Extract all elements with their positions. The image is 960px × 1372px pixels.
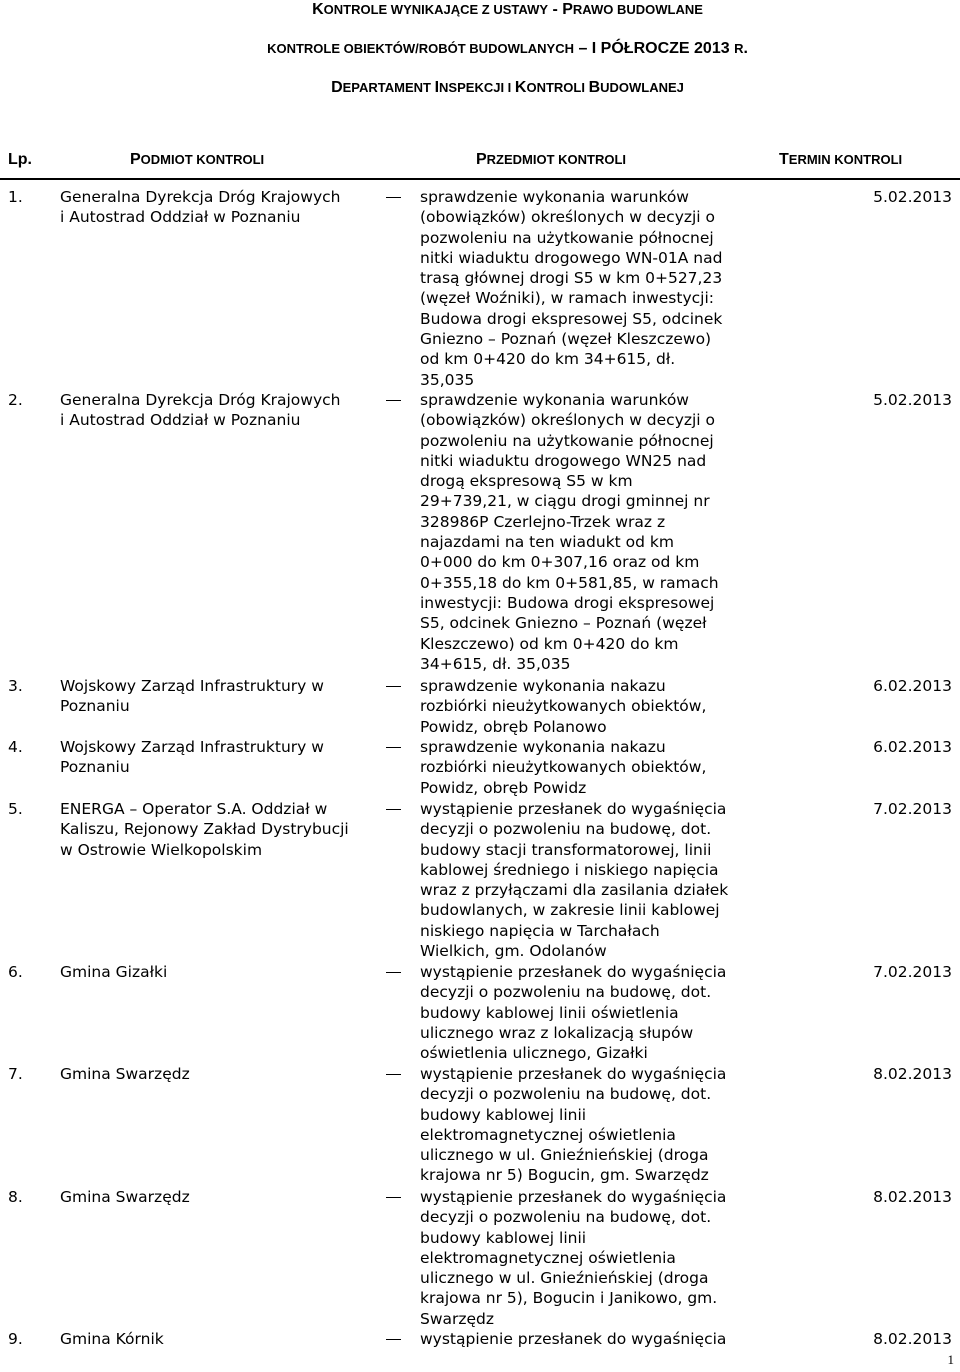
inspection-scope-line: decyzji o pozwoleniu na budowę, dot. (420, 1208, 712, 1227)
inspection-scope-line: Budowa drogi ekspresowej S5, odcinek (420, 309, 723, 328)
inspected-entity-line: w Ostrowie Wielkopolskim (60, 840, 263, 859)
inspection-date: 7.02.2013 (873, 963, 952, 981)
column-header-subject: PODMIOT KONTROLI (130, 151, 265, 168)
inspection-scope-line: nitki wiaduktu drogowego WN-01A nad (420, 248, 723, 267)
inspected-entity (60, 676, 380, 717)
inspection-scope-line: wraz z przyłączami dla zasilania działek (420, 881, 729, 900)
bullet-dash-icon (386, 972, 401, 973)
inspection-scope-line: drogą ekspresową S5 w km (420, 472, 633, 491)
inspection-scope (420, 676, 840, 737)
inspection-date: 6.02.2013 (873, 677, 952, 695)
inspected-entity-line: Gmina Gizałki (60, 963, 168, 981)
inspection-scope-line: Powidz, obręb Polanowo (420, 717, 607, 736)
inspection-scope-line: budowy kablowej linii (420, 1228, 587, 1247)
inspection-scope-line: Swarzędz (420, 1309, 495, 1328)
inspection-scope-line: nitki wiaduktu drogowego WN25 nad (420, 451, 707, 470)
inspected-entity (60, 390, 380, 431)
inspection-scope-line: budowy stacji transformatorowej, linii (420, 840, 712, 859)
row-number: 8. (8, 1188, 23, 1206)
inspection-scope-line: (obowiązków) określonych w decyzji o (420, 411, 716, 430)
row-number: 6. (8, 963, 23, 981)
column-header-scope: PRZEDMIOT KONTROLI (476, 151, 627, 168)
inspection-scope-line: (obowiązków) określonych w decyzji o (420, 208, 716, 227)
inspection-scope-line: wystąpienie przesłanek do wygaśnięcia (420, 1065, 727, 1083)
inspection-scope-line: kablowej średniego i niskiego napięcia (420, 860, 719, 879)
inspected-entity-line: i Autostrad Oddział w Poznaniu (60, 411, 301, 430)
inspection-scope-line: Gniezno – Poznań (węzeł Kleszczewo) (420, 330, 712, 349)
inspection-date: 6.02.2013 (873, 738, 952, 756)
inspection-scope-line: 29+739,21, w ciągu drogi gminnej nr (420, 492, 710, 511)
inspected-entity-line: Poznaniu (60, 758, 130, 777)
row-number: 2. (8, 391, 23, 409)
inspection-scope-line: 35,035 (420, 370, 475, 389)
inspection-scope (420, 737, 840, 798)
inspection-scope-line: rozbiórki nieużytkowanych obiektów, (420, 697, 707, 716)
inspection-scope-line: S5, odcinek Gniezno – Poznań (węzeł (420, 614, 707, 633)
inspection-scope-line: trasą głównej drogi S5 w km 0+527,23 (420, 269, 723, 288)
inspection-scope-line: niskiego napięcia w Tarchałach (420, 921, 660, 940)
inspection-scope-line: Wielkich, gm. Odolanów (420, 942, 607, 961)
inspection-scope-line: wystąpienie przesłanek do wygaśnięcia (420, 800, 727, 818)
inspection-scope-line: (węzeł Woźniki), w ramach inwestycji: (420, 289, 714, 308)
inspection-scope (420, 962, 840, 1063)
inspection-scope (420, 799, 840, 961)
document-title: KONTROLE WYNIKAJĄCE Z USTAWY - PRAWO BUDOWLANE (312, 1, 703, 18)
inspection-scope-line: sprawdzenie wykonania warunków (420, 188, 689, 206)
inspected-entity (60, 737, 380, 778)
inspection-scope-line: Powidz, obręb Powidz (420, 778, 587, 797)
inspected-entity-line: Gmina Swarzędz (60, 1065, 190, 1083)
inspection-scope-line: Kleszczewo) od km 0+420 do km (420, 634, 679, 653)
inspected-entity (60, 962, 380, 982)
inspection-date: 8.02.2013 (873, 1188, 952, 1206)
inspected-entity-line: Kaliszu, Rejonowy Zakład Dystrybucji (60, 820, 349, 839)
bullet-dash-icon (386, 809, 401, 810)
inspected-entity (60, 187, 380, 228)
bullet-dash-icon (386, 747, 401, 748)
inspection-scope (420, 187, 840, 390)
row-number: 7. (8, 1065, 23, 1083)
bullet-dash-icon (386, 1197, 401, 1198)
inspected-entity-line: Wojskowy Zarząd Infrastruktury w (60, 738, 324, 756)
inspection-scope-line: ulicznego w ul. Gnieźnieńskiej (droga (420, 1146, 709, 1165)
inspection-scope-line: elektromagnetycznej oświetlenia (420, 1125, 676, 1144)
inspection-scope (420, 1329, 840, 1349)
inspection-scope-line: wystąpienie przesłanek do wygaśnięcia (420, 963, 727, 981)
inspected-entity-line: i Autostrad Oddział w Poznaniu (60, 208, 301, 227)
inspection-scope-line: od km 0+420 do km 34+615, dł. (420, 350, 676, 369)
bullet-dash-icon (386, 1339, 401, 1340)
header-rule (0, 178, 960, 180)
row-number: 9. (8, 1330, 23, 1348)
inspection-scope-line: 34+615, dł. 35,035 (420, 654, 571, 673)
inspection-scope-line: budowy kablowej linii (420, 1105, 587, 1124)
inspection-scope-line: decyzji o pozwoleniu na budowę, dot. (420, 1085, 712, 1104)
document-subtitle: KONTROLE OBIEKTÓW/ROBÓT BUDOWLANYCH – I PÓŁROCZE 2013 R. (267, 40, 748, 57)
bullet-dash-icon (386, 686, 401, 687)
column-header-lp: Lp. (8, 151, 32, 168)
inspection-date: 8.02.2013 (873, 1330, 952, 1348)
inspection-date: 5.02.2013 (873, 391, 952, 409)
inspection-scope-line: ulicznego w ul. Gnieźnieńskiej (droga (420, 1269, 709, 1288)
inspected-entity-line: Wojskowy Zarząd Infrastruktury w (60, 677, 324, 695)
inspection-date: 7.02.2013 (873, 800, 952, 818)
inspection-scope-line: sprawdzenie wykonania warunków (420, 391, 689, 409)
bullet-dash-icon (386, 197, 401, 198)
inspected-entity-line: Generalna Dyrekcja Dróg Krajowych (60, 391, 341, 409)
inspection-date: 5.02.2013 (873, 188, 952, 206)
inspected-entity-line: Generalna Dyrekcja Dróg Krajowych (60, 188, 341, 206)
inspection-scope (420, 1064, 840, 1186)
inspection-scope-line: decyzji o pozwoleniu na budowę, dot. (420, 820, 712, 839)
inspected-entity (60, 1329, 380, 1349)
inspection-scope-line: pozwoleniu na użytkowanie północnej (420, 431, 714, 450)
inspection-scope-line: krajowa nr 5) Bogucin, gm. Swarzędz (420, 1166, 709, 1185)
row-number: 4. (8, 738, 23, 756)
inspection-scope-line: najazdami na ten wiadukt od km (420, 533, 674, 552)
inspection-scope-line: 0+355,18 do km 0+581,85, w ramach (420, 573, 719, 592)
inspection-scope (420, 1187, 840, 1329)
inspection-scope-line: ulicznego wraz z lokalizacją słupów (420, 1023, 694, 1042)
inspected-entity (60, 799, 380, 860)
inspection-scope-line: sprawdzenie wykonania nakazu (420, 677, 666, 695)
inspection-scope-line: oświetlenia ulicznego, Gizałki (420, 1044, 648, 1063)
inspection-scope-line: 0+000 do km 0+307,16 oraz od km (420, 553, 700, 572)
inspection-scope-line: pozwoleniu na użytkowanie północnej (420, 228, 714, 247)
row-number: 1. (8, 188, 23, 206)
row-number: 3. (8, 677, 23, 695)
inspected-entity-line: Poznaniu (60, 697, 130, 716)
bullet-dash-icon (386, 1074, 401, 1075)
inspection-scope (420, 390, 840, 674)
bullet-dash-icon (386, 400, 401, 401)
inspection-scope-line: decyzji o pozwoleniu na budowę, dot. (420, 983, 712, 1002)
inspected-entity (60, 1187, 380, 1207)
inspected-entity (60, 1064, 380, 1084)
page-number: 1 (947, 1352, 954, 1367)
row-number: 5. (8, 800, 23, 818)
inspection-scope-line: rozbiórki nieużytkowanych obiektów, (420, 758, 707, 777)
inspection-scope-line: elektromagnetycznej oświetlenia (420, 1248, 676, 1267)
column-header-date: TERMIN KONTROLI (779, 151, 903, 168)
inspected-entity-line: Gmina Swarzędz (60, 1188, 190, 1206)
inspection-scope-line: krajowa nr 5), Bogucin i Janikowo, gm. (420, 1289, 718, 1308)
inspection-scope-line: budowlanych, w zakresie linii kablowej (420, 901, 720, 920)
inspected-entity-line: Gmina Kórnik (60, 1330, 164, 1348)
inspection-date: 8.02.2013 (873, 1065, 952, 1083)
inspection-scope-line: wystąpienie przesłanek do wygaśnięcia (420, 1330, 727, 1348)
inspection-scope-line: sprawdzenie wykonania nakazu (420, 738, 666, 756)
inspection-scope-line: wystąpienie przesłanek do wygaśnięcia (420, 1188, 727, 1206)
inspected-entity-line: ENERGA – Operator S.A. Oddział w (60, 800, 328, 818)
inspection-scope-line: 328986P Czerlejno-Trzek wraz z (420, 512, 666, 531)
inspection-scope-line: budowy kablowej linii oświetlenia (420, 1003, 679, 1022)
department-name: DEPARTAMENT INSPEKCJI I KONTROLI BUDOWLANEJ (331, 79, 684, 96)
inspection-scope-line: inwestycji: Budowa drogi ekspresowej (420, 593, 715, 612)
